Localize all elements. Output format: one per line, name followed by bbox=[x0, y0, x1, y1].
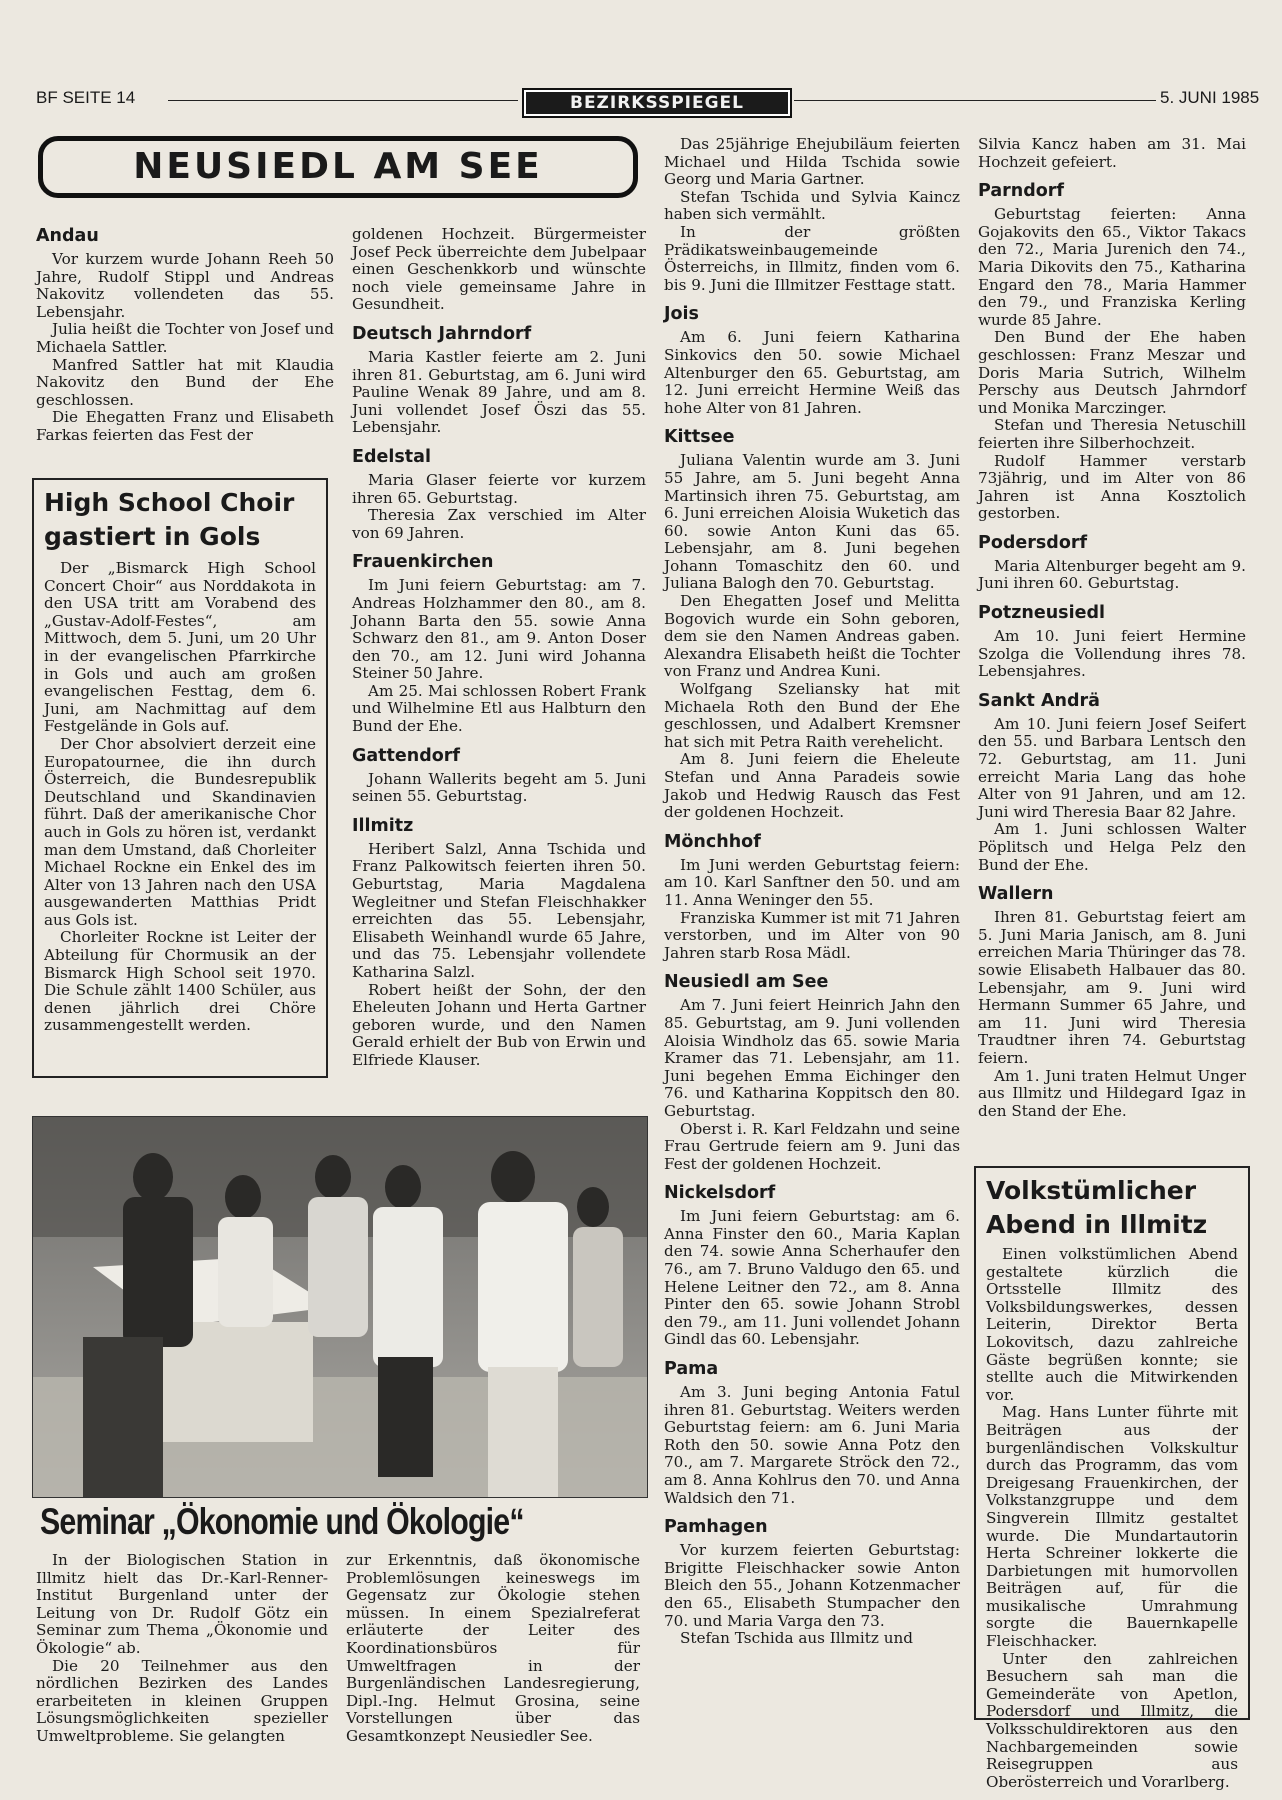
paragraph: Am 1. Juni schlossen Walter Pöplitsch und Helga Pelz den Bund der Ehe. bbox=[978, 820, 1246, 874]
paragraph: Den Ehegatten Josef und Melitta Bogovich wurde ein Sohn geboren, dem sie den Namen Andreas gaben. Alexandra Elisabeth heißt die Tochter von Franz und Andrea Kuni. bbox=[664, 592, 960, 681]
heading-gattendorf: Gattendorf bbox=[352, 745, 461, 766]
seminar-photo bbox=[32, 1116, 648, 1498]
heading-parndorf: Parndorf bbox=[978, 181, 1065, 202]
paragraph: Am 6. Juni feiern Katharina Sinkovics den 50. sowie Michael Altenburger den 65. Geburtstag, am 12. Juni erreicht Hermine Weiß das hohe Alter von 81 Jahren. bbox=[664, 328, 960, 417]
heading-pama: Pama bbox=[664, 1359, 719, 1380]
heading-moenchhof: Mönchhof bbox=[664, 831, 761, 852]
paragraph: In der Biologischen Station in Illmitz hielt das Dr.-Karl-Renner-Institut Burgenland unter der Leitung von Dr. Rudolf Götz ein Seminar zum Thema „Ökonomie und Ökologie“ ab. bbox=[36, 1551, 328, 1657]
paragraph: Manfred Sattler hat mit Klaudia Nakovitz den Bund der Ehe geschlossen. bbox=[36, 355, 334, 409]
heading-wallern: Wallern bbox=[978, 884, 1054, 905]
paragraph: In der größten Prädikatsweinbaugemeinde Österreichs, in Illmitz, finden vom 6. bis 9. Juni die Illmitzer Festtage statt. bbox=[664, 222, 960, 294]
paragraph: Maria Glaser feierte vor kurzem ihren 65. Geburtstag. bbox=[352, 470, 646, 507]
choir-title-line2: gastiert in Gols bbox=[44, 522, 261, 551]
section-title: NEUSIEDL AM SEE bbox=[38, 136, 638, 198]
paragraph: Den Bund der Ehe haben geschlossen: Franz Meszar und Doris Maria Sutrich, Wilhelm Perschy aus Deutsch Jahrndorf und Monika Marczinger. bbox=[978, 328, 1246, 417]
column-1 bbox=[36, 226, 334, 445]
paragraph: Oberst i. R. Karl Feldzahn und seine Frau Gertrude feiern am 9. Juni das Fest der goldenen Hochzeit. bbox=[664, 1119, 960, 1173]
paragraph: Chorleiter Rockne ist Leiter der Abteilung für Chormusik an der Bismarck High School seit 1970. Die Schule zählt 1400 Schüler, aus denen jährlich drei Chöre zusammengestellt werden. bbox=[44, 928, 316, 1035]
paragraph: Johann Wallerits begeht am 5. Juni seinen 55. Geburtstag. bbox=[352, 769, 646, 806]
heading-frauenkirchen: Frauenkirchen bbox=[352, 552, 494, 573]
paragraph: Der Chor absolviert derzeit eine Europatournee, die ihn durch Österreich, die Bundesrepublik Deutschland und Skandinavien führt. Daß der amerikanische Chor auch in Gols zu hören ist, verdankt man dem Umstand, daß Chorleiter Michael Rockne ein Enkel des im Alter von 13 Jahren nach den USA ausgewanderten Matthias Pridt aus Gols ist. bbox=[44, 734, 316, 929]
paragraph: Das 25jährige Ehejubiläum feierten Michael und Hilda Tschida sowie Georg und Maria Gartner. bbox=[664, 135, 960, 189]
seminar-column-a bbox=[36, 1552, 328, 1746]
paragraph: Julia heißt die Tochter von Josef und Michaela Sattler. bbox=[36, 320, 334, 356]
paragraph: Stefan und Theresia Netuschill feierten ihre Silberhochzeit. bbox=[978, 416, 1246, 452]
paragraph: Einen volkstümlichen Abend gestaltete kürzlich die Ortsstelle Illmitz des Volksbildungswerkes, dessen Leiterin, Direktor Berta Lokovitsch, dazu zahlreiche Gäste begrüßen konnte; sie stellte auch die Mitwirkenden vor. bbox=[986, 1245, 1238, 1404]
paragraph: Am 10. Juni feiert Hermine Szolga die Vollendung ihres 78. Lebensjahres. bbox=[978, 627, 1246, 681]
paragraph: Unter den zahlreichen Besuchern sah man die Gemeinderäte von Apetlon, Podersdorf und Illmitz, die Volksschuldirektoren aus den Nachbargemeinden sowie Reisegruppen aus Oberösterreich und Vorarlberg. bbox=[986, 1649, 1238, 1791]
column-4 bbox=[978, 136, 1246, 1120]
paragraph: Theresia Zax verschied im Alter von 69 Jahren. bbox=[352, 506, 646, 542]
volks-title-line2: Abend in Illmitz bbox=[986, 1210, 1208, 1239]
page-label: BF SEITE 14 bbox=[36, 88, 136, 107]
paragraph: Im Juni feiern Geburtstag: am 7. Andreas Holzhammer den 80., am 8. Johann Barta den 55. sowie Anna Schwarz den 81., am 9. Anton Doser den 70., am 12. Juni wird Johanna Steiner 50 Jahre. bbox=[352, 576, 646, 683]
paragraph: Am 8. Juni feiern die Eheleute Stefan und Anna Paradeis sowie Jakob und Hedwig Rausch das Fest der goldenen Hochzeit. bbox=[664, 750, 960, 822]
paragraph: Heribert Salzl, Anna Tschida und Franz Palkowitsch feierten ihren 50. Geburtstag, Maria Magdalena Wegleitner und Stefan Fleischhakker erreichten das 55. Lebensjahr, Elisabeth Weinhandl wurde 65 Jahre, und das 75. Lebensjahr vollendete Katharina Salzl. bbox=[352, 839, 646, 981]
paragraph: Der „Bismarck High School Concert Choir“ aus Norddakota in den USA tritt am Vorabend des „Gustav-Adolf-Festes“, am Mittwoch, dem 5. Juni, um 20 Uhr in der evangelischen Pfarrkirche in Gols und auch am großen evangelischen Festtag, dem 6. Juni, am Nachmittag auf dem Festgelände in Gols auf. bbox=[44, 559, 316, 736]
choir-article-box bbox=[32, 478, 328, 1078]
choir-title-line1: High School Choir bbox=[44, 488, 295, 517]
heading-pamhagen: Pamhagen bbox=[664, 1517, 768, 1538]
heading-nickelsdorf: Nickelsdorf bbox=[664, 1183, 776, 1204]
paragraph: Im Juni feiern Geburtstag: am 6. Anna Finster den 60., Maria Kaplan den 74. sowie Anna Scherhaufer den 76., am 7. Bruno Valdugo den 65. und Helene Leitner den 72., am 8. Anna Pinter den 65. sowie Johann Strobl den 79., am 11. Juni vollendet Johann Gindl das 60. Lebensjahr. bbox=[664, 1207, 960, 1349]
paragraph: Am 1. Juni traten Helmut Unger aus Illmitz und Hildegard Igaz in den Stand der Ehe. bbox=[978, 1066, 1246, 1120]
seminar-column-b bbox=[346, 1552, 640, 1746]
paragraph: Ihren 81. Geburtstag feiert am 5. Juni Maria Janisch, am 8. Juni erreichen Maria Thüringer das 78. sowie Elisabeth Halbauer das 80. Lebensjahr, am 9. Juni wird Hermann Summer 65 Jahre, und am 11. Juni wird Theresia Traudtner ihren 74. Geburtstag feiern. bbox=[978, 908, 1246, 1067]
paragraph: Juliana Valentin wurde am 3. Juni 55 Jahre, am 5. Juni begeht Anna Martinsich ihren 75. Geburtstag, am 6. Juni erreichen Aloisia Wuketich das 60. sowie Anton Kuni das 65. Lebensjahr, am 8. Juni begehen Johann Tomaschitz den 60. und Juliana Balogh den 70. Geburtstag. bbox=[664, 451, 960, 593]
paragraph: Robert heißt der Sohn, der den Eheleuten Johann und Herta Gartner geboren wurde, und den Namen Gerald erhielt der Bub von Erwin und Elfriede Klauser. bbox=[352, 980, 646, 1069]
heading-potzneusiedl: Potzneusiedl bbox=[978, 603, 1105, 624]
paragraph: Vor kurzem wurde Johann Reeh 50 Jahre, Rudolf Stippl und Andreas Nakovitz vollendeten das 55. Lebensjahr. bbox=[36, 250, 334, 321]
paragraph: zur Erkenntnis, daß ökonomische Problemlösungen keineswegs im Gegensatz zur Ökologie stehen müssen. In einem Spezialreferat erläuterte der Leiter des Koordinationsbüros für Umweltfragen in der Burgenländischen Landesregierung, Dipl.-Ing. Helmut Grosina, seine Vorstellungen über das Gesamtkonzept Neusiedler See. bbox=[346, 1551, 640, 1745]
paragraph: Silvia Kancz haben am 31. Mai Hochzeit gefeiert. bbox=[978, 135, 1246, 171]
paragraph: Maria Kastler feierte am 2. Juni ihren 81. Geburtstag, am 6. Juni wird Pauline Wenak 89 Jahre, und am 8. Juni vollendet Josef Öszi das 55. Lebensjahr. bbox=[352, 347, 646, 437]
page-date: 5. JUNI 1985 bbox=[1160, 88, 1260, 107]
heading-sankt-andrae: Sankt Andrä bbox=[978, 690, 1100, 711]
heading-andau: Andau bbox=[36, 226, 99, 246]
paragraph: Maria Altenburger begeht am 9. Juni ihren 60. Geburtstag. bbox=[978, 556, 1246, 593]
paragraph: Die 20 Teilnehmer aus den nördlichen Bezirken des Landes erarbeiteten in kleinen Gruppen Lösungsmöglichkeiten spezieller Umweltprobleme. Sie gelangten bbox=[36, 1656, 328, 1745]
paragraph: goldenen Hochzeit. Bürgermeister Josef Peck überreichte dem Jubelpaar einen Geschenkkorb und wünschte noch viele gemeinsame Jahre in Gesundheit. bbox=[352, 225, 646, 314]
heading-neusiedl: Neusiedl am See bbox=[664, 972, 829, 993]
paragraph: Wolfgang Szeliansky hat mit Michaela Roth den Bund der Ehe geschlossen, und Adalbert Kremsner hat sich mit Petra Raith verehelicht. bbox=[664, 680, 960, 751]
photo-illustration bbox=[33, 1117, 647, 1497]
heading-illmitz: Illmitz bbox=[352, 815, 414, 836]
paragraph: Mag. Hans Lunter führte mit Beiträgen aus der burgenländischen Volkskultur durch das Programm, das vom Dreigesang Frauenkirchen, der Volkstanzgruppe und dem Singverein Illmitz gestaltet wurde. Die Mundartautorin Herta Schreiner lokkerte die Darbietungen mit humorvollen Beiträgen auf, für die musikalische Umrahmung sorgte die Bauernkapelle Fleischhacker. bbox=[986, 1403, 1238, 1651]
paragraph: Im Juni werden Geburtstag feiern: am 10. Karl Sanftner den 50. und am 11. Anna Weninger den 55. bbox=[664, 855, 960, 909]
paragraph: Am 3. Juni beging Antonia Fatul ihren 81. Geburtstag. Weiters werden Geburtstag feiern: am 6. Juni Maria Roth den 50. sowie Anna Potz den 70., am 7. Margarete Ströck den 72., am 8. Anna Kohlrus den 70. und Anna Waldsich den 71. bbox=[664, 1383, 960, 1507]
heading-edelstal: Edelstal bbox=[352, 446, 431, 467]
paragraph: Stefan Tschida und Sylvia Kaincz haben sich vermählt. bbox=[664, 187, 960, 224]
seminar-title: Seminar „Ökonomie und Ökologie“ bbox=[40, 1501, 524, 1542]
paragraph: Am 7. Juni feiert Heinrich Jahn den 85. Geburtstag, am 9. Juni vollenden Aloisia Windholz das 65. sowie Maria Kramer das 71. Lebensjahr, am 11. Juni begehen Emma Eichinger den 76. und Katharina Koppitsch den 80. Geburtstag. bbox=[664, 996, 960, 1120]
header-rule-right bbox=[794, 100, 1156, 101]
header-rule-left bbox=[168, 100, 518, 101]
section-banner: BEZIRKSSPIEGEL bbox=[522, 88, 792, 118]
heading-jois: Jois bbox=[664, 304, 699, 325]
column-3 bbox=[664, 136, 960, 1648]
paragraph: Die Ehegatten Franz und Elisabeth Farkas feierten das Fest der bbox=[36, 408, 334, 444]
paragraph: Franziska Kummer ist mit 71 Jahren verstorben, und im Alter von 90 Jahren starb Rosa Mädl. bbox=[664, 908, 960, 962]
paragraph: Am 25. Mai schlossen Robert Frank und Wilhelmine Etl aus Halbturn den Bund der Ehe. bbox=[352, 681, 646, 736]
volks-title-line1: Volkstümlicher bbox=[986, 1176, 1197, 1205]
paragraph: Vor kurzem feierten Geburtstag: Brigitte Fleischhacker sowie Anton Bleich den 55., Johann Kotzenmacher den 65., Elisabeth Stumpacher den 70. und Maria Varga den 73. bbox=[664, 1541, 960, 1630]
heading-kittsee: Kittsee bbox=[664, 427, 735, 448]
heading-podersdorf: Podersdorf bbox=[978, 532, 1088, 553]
paragraph: Geburtstag feierten: Anna Gojakovits den 65., Viktor Takacs den 72., Maria Jurenich den 74., Maria Dikovits den 75., Katharina Engard den 78., Maria Hammer den 79., und Franziska Kerling wurde 85 Jahre. bbox=[978, 205, 1246, 329]
volks-article-box bbox=[974, 1166, 1250, 1791]
paragraph: Am 10. Juni feiern Josef Seifert den 55. und Barbara Lentsch den 72. Geburtstag, am 11. Juni erreicht Maria Lang das hohe Alter von 91 Jahren, und am 12. Juni wird Theresia Baar 82 Jahre. bbox=[978, 714, 1246, 821]
column-2 bbox=[352, 226, 646, 1070]
paragraph: Stefan Tschida aus Illmitz und bbox=[680, 1629, 913, 1648]
heading-deutsch-jahrndorf: Deutsch Jahrndorf bbox=[352, 323, 532, 344]
paragraph: Rudolf Hammer verstarb 73jährig, und im Alter von 86 Jahren ist Anna Kosztolich gestorben. bbox=[978, 451, 1246, 523]
